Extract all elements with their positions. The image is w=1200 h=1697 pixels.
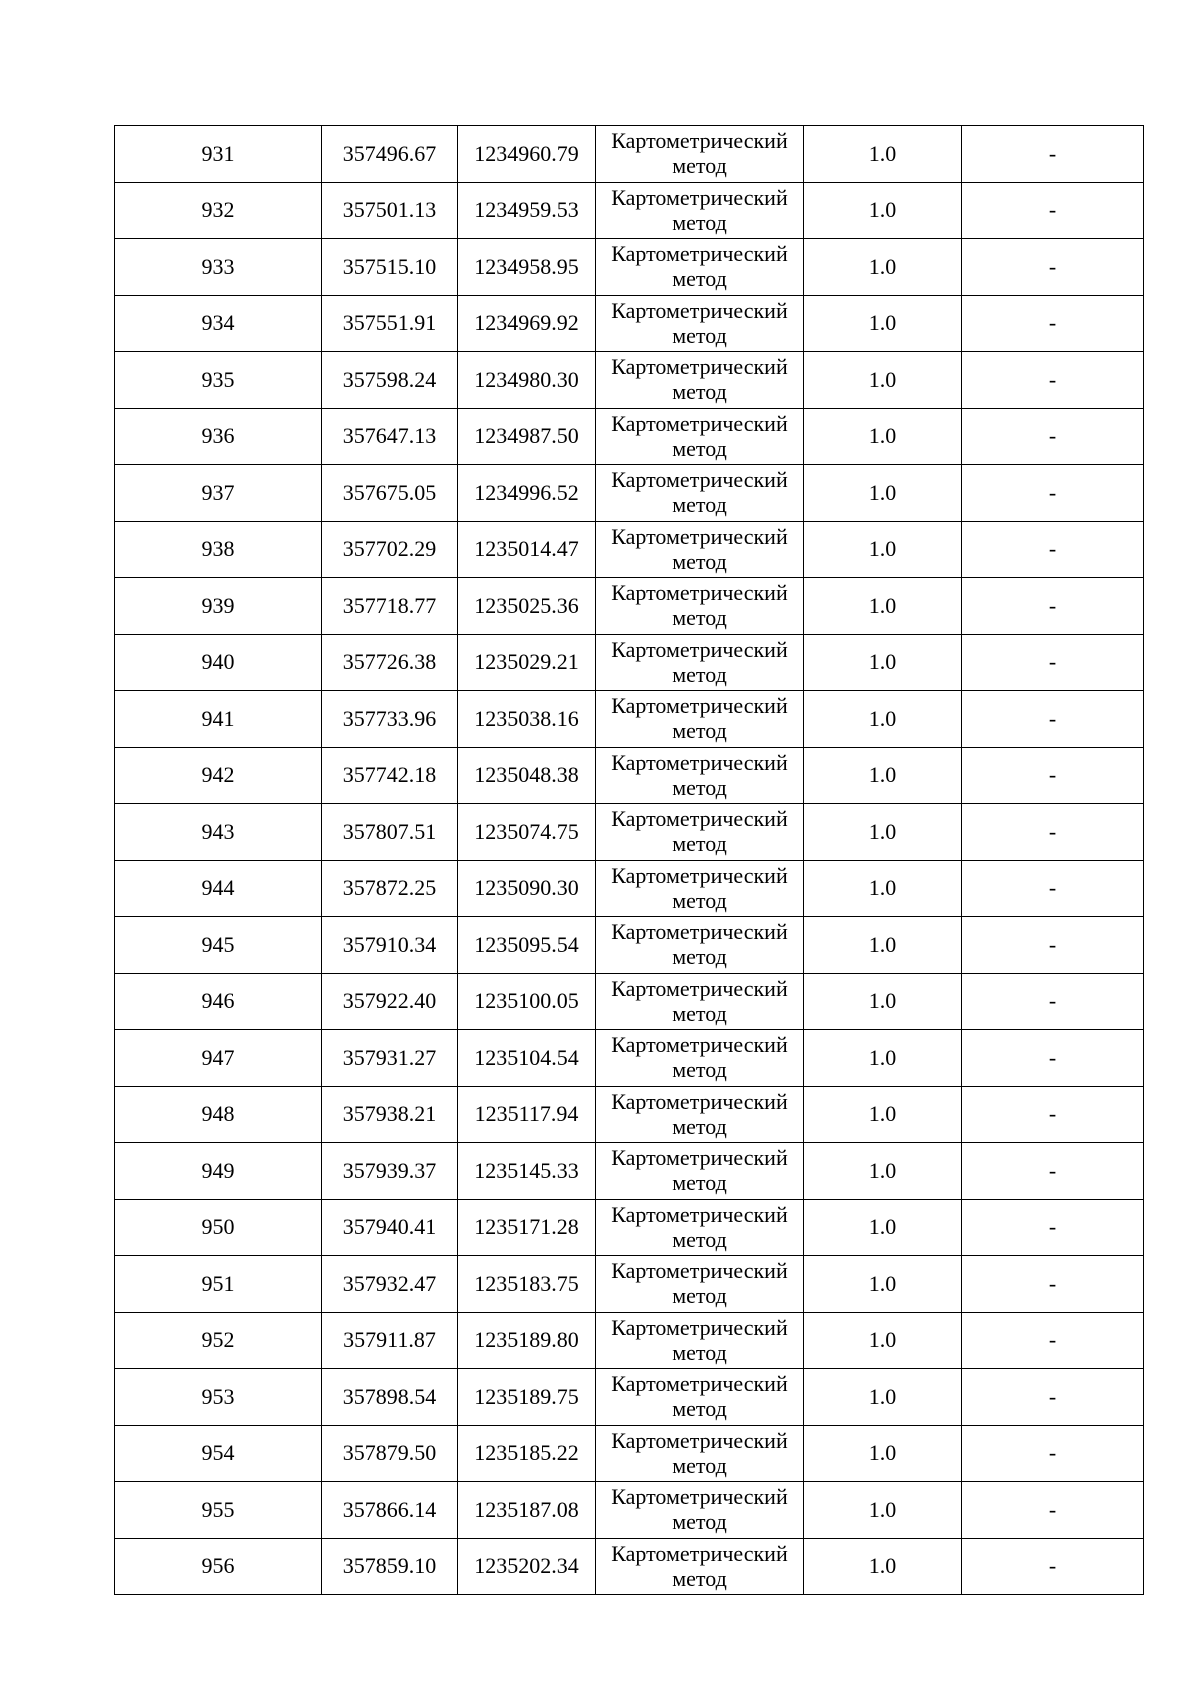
y-coordinate-cell: 1234969.92 — [458, 295, 596, 352]
table-row — [115, 747, 1144, 804]
table-row — [115, 634, 1144, 691]
note-cell: - — [962, 408, 1144, 465]
method-label-line1: Картометрический — [611, 128, 788, 153]
accuracy-cell: 1.0 — [804, 295, 962, 352]
table-row — [115, 1538, 1144, 1595]
accuracy-cell: 1.0 — [804, 1369, 962, 1426]
method-cell — [596, 1538, 804, 1595]
y-coordinate-cell: 1234959.53 — [458, 182, 596, 239]
accuracy-cell: 1.0 — [804, 1538, 962, 1595]
x-coordinate-cell: 357726.38 — [322, 634, 458, 691]
x-coordinate-cell: 357501.13 — [322, 182, 458, 239]
method-label-line1: Картометрический — [611, 467, 788, 492]
method-label-line1: Картометрический — [611, 523, 788, 549]
y-coordinate-cell: 1234996.52 — [458, 465, 596, 522]
method-cell — [596, 408, 804, 465]
accuracy-cell: 1.0 — [804, 634, 962, 691]
note-cell: - — [962, 1538, 1144, 1595]
method-label-line2: метод — [672, 153, 727, 178]
y-coordinate-cell: 1235145.33 — [458, 1143, 596, 1200]
note-cell: - — [962, 182, 1144, 239]
method-cell — [596, 1199, 804, 1256]
method-label-line1: Картометрический — [611, 1145, 788, 1170]
note-cell: - — [962, 1369, 1144, 1426]
table-row — [115, 295, 1144, 352]
table-row — [115, 1256, 1144, 1313]
table-row — [115, 182, 1144, 239]
method-cell — [596, 691, 804, 748]
x-coordinate-cell: 357515.10 — [322, 239, 458, 296]
accuracy-cell: 1.0 — [804, 1086, 962, 1143]
x-coordinate-cell: 357940.41 — [322, 1199, 458, 1256]
method-label-line1: Картометрический — [611, 862, 788, 888]
method-label-line2: метод — [672, 1226, 727, 1252]
accuracy-cell: 1.0 — [804, 804, 962, 861]
note-cell: - — [962, 917, 1144, 974]
method-label-line2: метод — [672, 661, 727, 687]
method-label-line2: метод — [672, 831, 727, 856]
accuracy-cell: 1.0 — [804, 973, 962, 1030]
table-row — [115, 917, 1144, 974]
point-number-cell: 945 — [115, 917, 322, 974]
x-coordinate-cell: 357898.54 — [322, 1369, 458, 1426]
method-label-line2: метод — [672, 1113, 727, 1139]
method-label-line1: Картометрический — [611, 1540, 788, 1566]
point-number-cell: 939 — [115, 578, 322, 635]
method-label-line1: Картометрический — [611, 354, 788, 379]
table-row — [115, 352, 1144, 409]
accuracy-cell: 1.0 — [804, 126, 962, 183]
method-label-line2: метод — [672, 774, 727, 800]
method-cell — [596, 973, 804, 1030]
table-row — [115, 1312, 1144, 1369]
table-row — [115, 1369, 1144, 1426]
method-cell — [596, 1256, 804, 1313]
method-cell — [596, 1312, 804, 1369]
method-cell — [596, 634, 804, 691]
note-cell: - — [962, 295, 1144, 352]
method-label-line2: метод — [672, 1000, 727, 1026]
method-cell — [596, 1482, 804, 1539]
point-number-cell: 934 — [115, 295, 322, 352]
accuracy-cell: 1.0 — [804, 1312, 962, 1369]
method-cell — [596, 521, 804, 578]
table-row — [115, 1143, 1144, 1200]
accuracy-cell: 1.0 — [804, 408, 962, 465]
y-coordinate-cell: 1235025.36 — [458, 578, 596, 635]
coordinates-table-body — [115, 126, 1144, 1595]
point-number-cell: 953 — [115, 1369, 322, 1426]
method-label-line2: метод — [672, 322, 727, 348]
method-label-line1: Картометрический — [611, 636, 788, 662]
note-cell: - — [962, 126, 1144, 183]
accuracy-cell: 1.0 — [804, 578, 962, 635]
point-number-cell: 931 — [115, 126, 322, 183]
point-number-cell: 948 — [115, 1086, 322, 1143]
point-number-cell: 951 — [115, 1256, 322, 1313]
accuracy-cell: 1.0 — [804, 182, 962, 239]
x-coordinate-cell: 357922.40 — [322, 973, 458, 1030]
accuracy-cell: 1.0 — [804, 352, 962, 409]
x-coordinate-cell: 357859.10 — [322, 1538, 458, 1595]
y-coordinate-cell: 1235048.38 — [458, 747, 596, 804]
table-row — [115, 1199, 1144, 1256]
note-cell: - — [962, 578, 1144, 635]
accuracy-cell: 1.0 — [804, 1425, 962, 1482]
y-coordinate-cell: 1235095.54 — [458, 917, 596, 974]
method-label-line1: Картометрический — [611, 1032, 788, 1057]
method-label-line1: Картометрический — [611, 975, 788, 1001]
y-coordinate-cell: 1235104.54 — [458, 1030, 596, 1087]
x-coordinate-cell: 357742.18 — [322, 747, 458, 804]
method-label-line2: метод — [672, 1565, 727, 1591]
method-label-line1: Картометрический — [611, 580, 788, 605]
method-label-line2: метод — [672, 1452, 727, 1478]
point-number-cell: 935 — [115, 352, 322, 409]
note-cell: - — [962, 747, 1144, 804]
x-coordinate-cell: 357718.77 — [322, 578, 458, 635]
method-cell — [596, 747, 804, 804]
table-row — [115, 408, 1144, 465]
accuracy-cell: 1.0 — [804, 1482, 962, 1539]
point-number-cell: 942 — [115, 747, 322, 804]
y-coordinate-cell: 1234980.30 — [458, 352, 596, 409]
note-cell: - — [962, 1425, 1144, 1482]
point-number-cell: 954 — [115, 1425, 322, 1482]
method-cell — [596, 465, 804, 522]
method-cell — [596, 239, 804, 296]
point-number-cell: 938 — [115, 521, 322, 578]
note-cell: - — [962, 973, 1144, 1030]
table-row — [115, 804, 1144, 861]
accuracy-cell: 1.0 — [804, 1256, 962, 1313]
note-cell: - — [962, 1030, 1144, 1087]
table-row — [115, 126, 1144, 183]
note-cell: - — [962, 1143, 1144, 1200]
note-cell: - — [962, 860, 1144, 917]
y-coordinate-cell: 1235185.22 — [458, 1425, 596, 1482]
note-cell: - — [962, 239, 1144, 296]
table-row — [115, 973, 1144, 1030]
note-cell: - — [962, 1199, 1144, 1256]
x-coordinate-cell: 357675.05 — [322, 465, 458, 522]
point-number-cell: 946 — [115, 973, 322, 1030]
note-cell: - — [962, 465, 1144, 522]
accuracy-cell: 1.0 — [804, 917, 962, 974]
y-coordinate-cell: 1235171.28 — [458, 1199, 596, 1256]
method-cell — [596, 1086, 804, 1143]
accuracy-cell: 1.0 — [804, 239, 962, 296]
method-label-line1: Картометрический — [611, 297, 788, 323]
y-coordinate-cell: 1234960.79 — [458, 126, 596, 183]
y-coordinate-cell: 1235189.75 — [458, 1369, 596, 1426]
method-cell — [596, 1425, 804, 1482]
accuracy-cell: 1.0 — [804, 465, 962, 522]
method-cell — [596, 295, 804, 352]
y-coordinate-cell: 1235090.30 — [458, 860, 596, 917]
x-coordinate-cell: 357931.27 — [322, 1030, 458, 1087]
y-coordinate-cell: 1235187.08 — [458, 1482, 596, 1539]
point-number-cell: 940 — [115, 634, 322, 691]
note-cell: - — [962, 1482, 1144, 1539]
x-coordinate-cell: 357932.47 — [322, 1256, 458, 1313]
y-coordinate-cell: 1234987.50 — [458, 408, 596, 465]
accuracy-cell: 1.0 — [804, 1030, 962, 1087]
y-coordinate-cell: 1235183.75 — [458, 1256, 596, 1313]
accuracy-cell: 1.0 — [804, 747, 962, 804]
x-coordinate-cell: 357647.13 — [322, 408, 458, 465]
x-coordinate-cell: 357807.51 — [322, 804, 458, 861]
method-label-line1: Картометрический — [611, 1371, 788, 1396]
table-row — [115, 1482, 1144, 1539]
point-number-cell: 955 — [115, 1482, 322, 1539]
method-label-line2: метод — [672, 1057, 727, 1082]
y-coordinate-cell: 1235074.75 — [458, 804, 596, 861]
point-number-cell: 944 — [115, 860, 322, 917]
table-row — [115, 521, 1144, 578]
x-coordinate-cell: 357866.14 — [322, 1482, 458, 1539]
x-coordinate-cell: 357910.34 — [322, 917, 458, 974]
point-number-cell: 956 — [115, 1538, 322, 1595]
y-coordinate-cell: 1235014.47 — [458, 521, 596, 578]
y-coordinate-cell: 1235029.21 — [458, 634, 596, 691]
point-number-cell: 943 — [115, 804, 322, 861]
table-row — [115, 1086, 1144, 1143]
method-label-line2: метод — [672, 1509, 727, 1534]
method-cell — [596, 860, 804, 917]
method-label-line2: метод — [672, 944, 727, 969]
note-cell: - — [962, 1256, 1144, 1313]
table-row — [115, 691, 1144, 748]
y-coordinate-cell: 1235117.94 — [458, 1086, 596, 1143]
note-cell: - — [962, 1086, 1144, 1143]
method-label-line1: Картометрический — [611, 184, 788, 210]
method-label-line2: метод — [672, 548, 727, 574]
x-coordinate-cell: 357598.24 — [322, 352, 458, 409]
method-cell — [596, 917, 804, 974]
y-coordinate-cell: 1235202.34 — [458, 1538, 596, 1595]
point-number-cell: 936 — [115, 408, 322, 465]
y-coordinate-cell: 1235100.05 — [458, 973, 596, 1030]
method-label-line2: метод — [672, 379, 727, 404]
y-coordinate-cell: 1234958.95 — [458, 239, 596, 296]
table-row — [115, 239, 1144, 296]
y-coordinate-cell: 1235189.80 — [458, 1312, 596, 1369]
note-cell: - — [962, 352, 1144, 409]
method-cell — [596, 804, 804, 861]
point-number-cell: 947 — [115, 1030, 322, 1087]
accuracy-cell: 1.0 — [804, 691, 962, 748]
x-coordinate-cell: 357496.67 — [322, 126, 458, 183]
x-coordinate-cell: 357872.25 — [322, 860, 458, 917]
note-cell: - — [962, 691, 1144, 748]
method-cell — [596, 126, 804, 183]
method-label-line1: Картометрический — [611, 1484, 788, 1509]
method-label-line1: Картометрический — [611, 693, 788, 718]
accuracy-cell: 1.0 — [804, 521, 962, 578]
method-label-line2: метод — [672, 1339, 727, 1365]
method-cell — [596, 182, 804, 239]
y-coordinate-cell: 1235038.16 — [458, 691, 596, 748]
accuracy-cell: 1.0 — [804, 860, 962, 917]
method-label-line2: метод — [672, 209, 727, 235]
method-label-line1: Картометрический — [611, 749, 788, 775]
method-cell — [596, 1369, 804, 1426]
table-row — [115, 1030, 1144, 1087]
method-label-line1: Картометрический — [611, 1201, 788, 1227]
method-cell — [596, 352, 804, 409]
point-number-cell: 941 — [115, 691, 322, 748]
method-label-line2: метод — [672, 605, 727, 630]
method-label-line2: метод — [672, 1170, 727, 1195]
method-label-line1: Картометрический — [611, 1088, 788, 1114]
table-row — [115, 860, 1144, 917]
accuracy-cell: 1.0 — [804, 1143, 962, 1200]
note-cell: - — [962, 804, 1144, 861]
point-number-cell: 937 — [115, 465, 322, 522]
method-cell — [596, 1030, 804, 1087]
table-row — [115, 578, 1144, 635]
table-row — [115, 1425, 1144, 1482]
method-label-line1: Картометрический — [611, 410, 788, 436]
x-coordinate-cell: 357702.29 — [322, 521, 458, 578]
method-label-line2: метод — [672, 435, 727, 461]
method-label-line2: метод — [672, 266, 727, 291]
method-label-line2: метод — [672, 718, 727, 743]
x-coordinate-cell: 357551.91 — [322, 295, 458, 352]
x-coordinate-cell: 357938.21 — [322, 1086, 458, 1143]
note-cell: - — [962, 634, 1144, 691]
accuracy-cell: 1.0 — [804, 1199, 962, 1256]
method-label-line1: Картометрический — [611, 1314, 788, 1340]
method-label-line1: Картометрический — [611, 241, 788, 266]
point-number-cell: 949 — [115, 1143, 322, 1200]
note-cell: - — [962, 521, 1144, 578]
coordinates-table — [114, 125, 1144, 1595]
method-label-line2: метод — [672, 1396, 727, 1421]
method-label-line2: метод — [672, 492, 727, 517]
table-row — [115, 465, 1144, 522]
method-label-line1: Картометрический — [611, 1258, 788, 1283]
note-cell: - — [962, 1312, 1144, 1369]
method-label-line1: Картометрический — [611, 1427, 788, 1453]
x-coordinate-cell: 357911.87 — [322, 1312, 458, 1369]
method-cell — [596, 1143, 804, 1200]
method-label-line1: Картометрический — [611, 806, 788, 831]
method-label-line2: метод — [672, 887, 727, 913]
x-coordinate-cell: 357879.50 — [322, 1425, 458, 1482]
x-coordinate-cell: 357939.37 — [322, 1143, 458, 1200]
method-label-line2: метод — [672, 1283, 727, 1308]
point-number-cell: 950 — [115, 1199, 322, 1256]
point-number-cell: 933 — [115, 239, 322, 296]
point-number-cell: 932 — [115, 182, 322, 239]
point-number-cell: 952 — [115, 1312, 322, 1369]
method-cell — [596, 578, 804, 635]
x-coordinate-cell: 357733.96 — [322, 691, 458, 748]
method-label-line1: Картометрический — [611, 919, 788, 944]
